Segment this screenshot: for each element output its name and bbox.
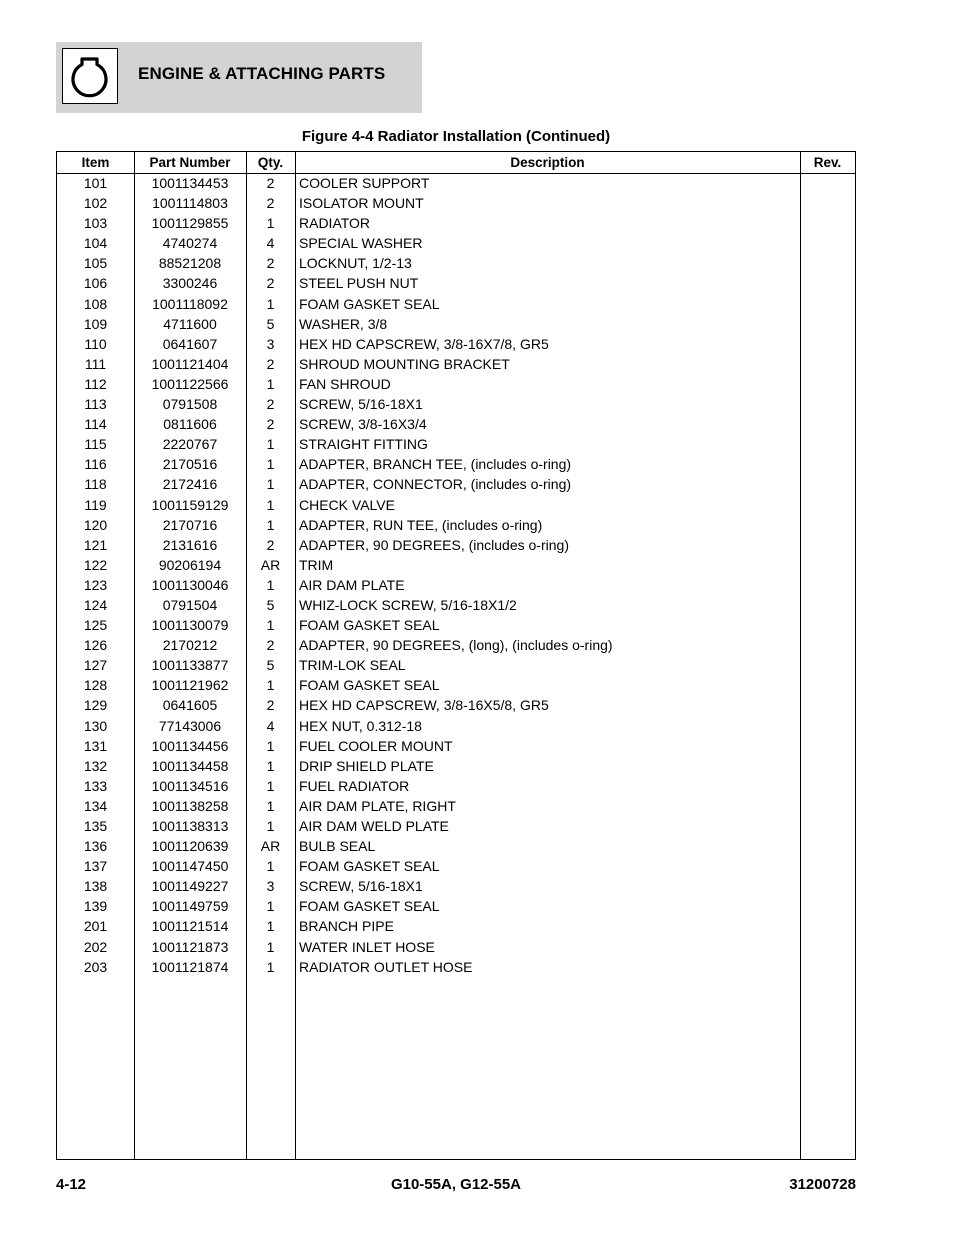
part-number-cell: 1001159129: [151, 496, 229, 513]
document-number: 31200728: [789, 1176, 856, 1193]
qty-cell: 3: [266, 335, 275, 352]
part-number-cell: 1001121874: [151, 958, 229, 975]
item-cell: 135: [83, 818, 108, 834]
qty-cell: 1: [266, 797, 275, 814]
part-number-cell: 1001147450: [151, 858, 229, 875]
qty-cell: 1: [266, 918, 275, 935]
item-cell: 119: [84, 496, 107, 513]
description-cell: FOAM GASKET SEAL: [299, 617, 440, 634]
item-cell: 139: [83, 898, 108, 915]
item-cell: 202: [83, 938, 108, 955]
description-cell: SCREW, 5/16-18X1: [299, 878, 423, 895]
item-cell: 123: [83, 576, 108, 593]
qty-cell: 2: [266, 536, 275, 553]
part-number-cell: 1001134516: [151, 777, 229, 794]
description-cell: RADIATOR OUTLET HOSE: [299, 958, 473, 975]
header-rev: Rev.: [813, 155, 842, 170]
item-cell: 111: [84, 355, 107, 372]
description-cell: ADAPTER, 90 DEGREES, (long), (includes o-ring): [299, 637, 613, 654]
qty-cell: 2: [266, 175, 275, 191]
description-cell: COOLER SUPPORT: [299, 175, 430, 191]
item-cell: 103: [83, 215, 108, 232]
table-row: [57, 454, 855, 474]
table-row: [57, 856, 855, 876]
part-number-cell: 1001134456: [151, 737, 229, 754]
description-cell: ADAPTER, RUN TEE, (includes o-ring): [299, 516, 543, 533]
description-cell: AIR DAM PLATE, RIGHT: [299, 797, 456, 814]
part-number-cell: 1001149227: [151, 878, 229, 895]
qty-cell: 5: [266, 657, 275, 674]
qty-cell: AR: [260, 838, 281, 855]
table-row: [57, 816, 855, 836]
description-cell: TRIM: [299, 556, 334, 573]
qty-cell: 1: [266, 958, 275, 975]
item-cell: 138: [83, 878, 108, 895]
qty-cell: 2: [266, 697, 275, 714]
header-item: Item: [81, 155, 110, 170]
engine-icon: [62, 48, 118, 104]
description-cell: STEEL PUSH NUT: [299, 275, 419, 292]
item-cell: 110: [84, 335, 107, 352]
item-cell: 129: [83, 697, 108, 714]
qty-cell: 2: [266, 275, 275, 292]
table-row: [57, 173, 855, 193]
table-row: [57, 354, 855, 374]
qty-cell: 1: [266, 818, 275, 834]
table-row: [57, 595, 855, 615]
qty-cell: 1: [266, 576, 275, 593]
table-row: [57, 635, 855, 655]
description-cell: STRAIGHT FITTING: [299, 436, 428, 453]
item-cell: 116: [84, 456, 107, 473]
description-cell: AIR DAM WELD PLATE: [299, 818, 449, 834]
qty-cell: 1: [266, 677, 275, 694]
qty-cell: 1: [266, 898, 275, 915]
part-number-cell: 1001133877: [151, 657, 229, 674]
description-cell: ADAPTER, BRANCH TEE, (includes o-ring): [299, 456, 572, 473]
description-cell: SHROUD MOUNTING BRACKET: [299, 355, 510, 372]
item-cell: 109: [83, 315, 108, 332]
qty-cell: 1: [266, 456, 275, 473]
description-cell: FAN SHROUD: [299, 375, 391, 392]
part-number-cell: 1001121873: [151, 938, 229, 955]
part-number-cell: 1001149759: [151, 898, 229, 915]
item-cell: 121: [83, 536, 108, 553]
part-number-cell: 1001130079: [151, 617, 229, 634]
description-cell: AIR DAM PLATE: [299, 576, 405, 593]
figure-title: Figure 4-4 Radiator Installation (Continued): [301, 128, 611, 145]
qty-cell: 2: [266, 355, 275, 372]
table-row: [57, 294, 855, 314]
table-row: [57, 615, 855, 635]
description-cell: RADIATOR: [299, 215, 371, 232]
table-row: [57, 374, 855, 394]
table-row: [57, 896, 855, 916]
header-qty: Qty.: [257, 155, 284, 170]
item-cell: 131: [83, 737, 108, 754]
qty-cell: 2: [266, 255, 275, 272]
qty-cell: 2: [266, 416, 275, 433]
description-cell: SCREW, 3/8-16X3/4: [299, 416, 427, 433]
item-cell: 137: [83, 858, 108, 875]
table-row: [57, 776, 855, 796]
item-cell: 132: [83, 757, 108, 774]
qty-cell: 1: [266, 777, 275, 794]
qty-cell: 1: [266, 617, 275, 634]
description-cell: ADAPTER, CONNECTOR, (includes o-ring): [299, 476, 572, 493]
item-cell: 126: [83, 637, 108, 654]
description-cell: FOAM GASKET SEAL: [299, 898, 440, 915]
qty-cell: AR: [260, 556, 281, 573]
part-number-cell: 1001120639: [151, 838, 229, 855]
part-number-cell: 0641607: [162, 335, 218, 352]
part-number-cell: 2170212: [162, 637, 218, 654]
table-row: [57, 193, 855, 213]
part-number-cell: 1001114803: [152, 195, 228, 212]
qty-cell: 3: [266, 878, 275, 895]
part-number-cell: 1001130046: [151, 576, 229, 593]
qty-cell: 1: [266, 757, 275, 774]
item-cell: 125: [83, 617, 108, 634]
item-cell: 122: [83, 556, 108, 573]
description-cell: WASHER, 3/8: [299, 315, 388, 332]
part-number-cell: 77143006: [158, 717, 222, 734]
table-row: [57, 233, 855, 253]
table-row: [57, 535, 855, 555]
qty-cell: 4: [266, 235, 275, 252]
table-row: [57, 937, 855, 957]
part-number-cell: 0791504: [162, 596, 218, 613]
description-cell: FUEL RADIATOR: [299, 777, 410, 794]
parts-table: [56, 151, 856, 1160]
item-cell: 106: [83, 275, 108, 292]
table-row: [57, 736, 855, 756]
table-row: [57, 716, 855, 736]
item-cell: 133: [83, 777, 108, 794]
qty-cell: 1: [266, 496, 275, 513]
qty-cell: 1: [266, 436, 275, 453]
table-row: [57, 916, 855, 936]
description-cell: WATER INLET HOSE: [299, 938, 435, 955]
description-cell: ADAPTER, 90 DEGREES, (includes o-ring): [299, 536, 569, 553]
description-cell: WHIZ-LOCK SCREW, 5/16-18X1/2: [299, 596, 517, 613]
table-row: [57, 515, 855, 535]
table-row: [57, 495, 855, 515]
description-cell: FUEL COOLER MOUNT: [299, 737, 453, 754]
part-number-cell: 1001129855: [151, 215, 229, 232]
item-cell: 108: [83, 295, 108, 312]
qty-cell: 1: [266, 375, 275, 392]
part-number-cell: 2172416: [162, 476, 218, 493]
qty-cell: 2: [266, 637, 275, 654]
part-number-cell: 3300246: [162, 275, 218, 292]
table-row: [57, 334, 855, 354]
table-row: [57, 394, 855, 414]
qty-cell: 2: [266, 195, 275, 212]
table-row: [57, 695, 855, 715]
item-cell: 127: [83, 657, 108, 674]
part-number-cell: 1001138258: [151, 797, 229, 814]
table-row: [57, 474, 855, 494]
part-number-cell: 88521208: [158, 255, 222, 272]
description-cell: BRANCH PIPE: [299, 918, 394, 935]
description-cell: ISOLATOR MOUNT: [299, 195, 424, 212]
part-number-cell: 1001138313: [151, 818, 229, 834]
item-cell: 130: [83, 717, 108, 734]
page-number: 4-12: [56, 1176, 87, 1193]
description-cell: SPECIAL WASHER: [299, 235, 423, 252]
item-cell: 104: [83, 235, 108, 252]
part-number-cell: 1001118092: [152, 295, 228, 312]
table-row: [57, 253, 855, 273]
part-number-cell: 0641605: [162, 697, 218, 714]
qty-cell: 1: [266, 476, 275, 493]
description-cell: LOCKNUT, 1/2-13: [299, 255, 412, 272]
table-row: [57, 655, 855, 675]
description-cell: HEX NUT, 0.312-18: [299, 717, 422, 734]
item-cell: 102: [83, 195, 108, 212]
item-cell: 134: [83, 797, 108, 814]
table-row: [57, 555, 855, 575]
part-number-cell: 0791508: [162, 396, 218, 413]
table-row: [57, 796, 855, 816]
part-number-cell: 2131616: [162, 536, 218, 553]
item-cell: 201: [83, 918, 108, 935]
part-number-cell: 2170716: [162, 516, 218, 533]
qty-cell: 5: [266, 315, 275, 332]
part-number-cell: 1001134453: [151, 175, 229, 191]
item-cell: 101: [83, 175, 108, 191]
qty-cell: 2: [266, 396, 275, 413]
part-number-cell: 1001121514: [151, 918, 229, 935]
description-cell: FOAM GASKET SEAL: [299, 295, 440, 312]
part-number-cell: 4740274: [162, 235, 218, 252]
description-cell: HEX HD CAPSCREW, 3/8-16X5/8, GR5: [299, 697, 549, 714]
table-row: [57, 675, 855, 695]
model-names: G10-55A, G12-55A: [390, 1176, 522, 1193]
part-number-cell: 0811606: [163, 416, 217, 433]
table-row: [57, 273, 855, 293]
item-cell: 105: [83, 255, 108, 272]
table-row: [57, 756, 855, 776]
description-cell: SCREW, 5/16-18X1: [299, 396, 423, 413]
section-title: ENGINE & ATTACHING PARTS: [138, 64, 386, 83]
table-body: [57, 173, 855, 977]
item-cell: 112: [84, 375, 107, 392]
qty-cell: 1: [266, 215, 275, 232]
header-part-number: Part Number: [149, 155, 231, 170]
qty-cell: 1: [266, 737, 275, 754]
item-cell: 113: [84, 396, 107, 413]
part-number-cell: 1001121962: [151, 677, 229, 694]
item-cell: 114: [84, 416, 107, 433]
table-row: [57, 575, 855, 595]
item-cell: 118: [84, 476, 107, 493]
item-cell: 128: [83, 677, 108, 694]
part-number-cell: 1001134458: [151, 757, 229, 774]
qty-cell: 4: [266, 717, 275, 734]
description-cell: CHECK VALVE: [299, 496, 395, 513]
item-cell: 124: [83, 596, 108, 613]
qty-cell: 1: [266, 516, 275, 533]
part-number-cell: 1001122566: [151, 375, 229, 392]
table-row: [57, 213, 855, 233]
item-cell: 136: [83, 838, 108, 855]
description-cell: BULB SEAL: [299, 838, 376, 855]
part-number-cell: 2220767: [162, 436, 218, 453]
part-number-cell: 1001121404: [151, 355, 229, 372]
qty-cell: 1: [266, 295, 275, 312]
header-description: Description: [510, 155, 585, 170]
qty-cell: 5: [266, 596, 275, 613]
table-row: [57, 434, 855, 454]
part-number-cell: 2170516: [162, 456, 218, 473]
item-cell: 115: [84, 436, 107, 453]
table-row: [57, 836, 855, 856]
part-number-cell: 4711600: [163, 315, 217, 332]
description-cell: TRIM-LOK SEAL: [299, 657, 406, 674]
qty-cell: 1: [266, 938, 275, 955]
table-row: [57, 876, 855, 896]
item-cell: 120: [83, 516, 108, 533]
description-cell: HEX HD CAPSCREW, 3/8-16X7/8, GR5: [299, 335, 549, 352]
description-cell: DRIP SHIELD PLATE: [299, 757, 434, 774]
item-cell: 203: [83, 958, 108, 975]
table-row: [57, 414, 855, 434]
table-row: [57, 957, 855, 977]
qty-cell: 1: [266, 858, 275, 875]
description-cell: FOAM GASKET SEAL: [299, 677, 440, 694]
part-number-cell: 90206194: [158, 556, 222, 573]
description-cell: FOAM GASKET SEAL: [299, 858, 440, 875]
table-row: [57, 314, 855, 334]
